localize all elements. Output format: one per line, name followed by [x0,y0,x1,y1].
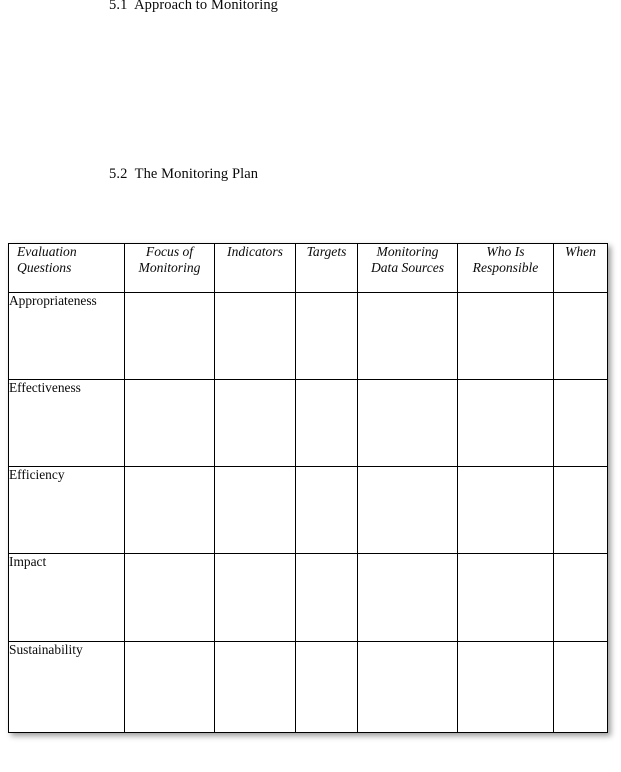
table-row [9,554,608,642]
column-header-focus-of-monitoring [125,244,215,293]
cell-targets[interactable] [296,554,358,642]
column-header-line-2: Questions [17,259,72,275]
section-heading-5-2: 5.2 The Monitoring Plan [109,166,259,182]
table-header-row [9,244,608,293]
cell-targets[interactable] [296,380,358,467]
column-header-line-2: Data Sources [370,259,445,275]
cell-who-is-responsible[interactable] [458,642,554,733]
row-label-efficiency: Efficiency [9,467,125,554]
cell-targets[interactable] [296,293,358,380]
column-header-evaluation-questions [9,244,125,293]
cell-focus-of-monitoring[interactable] [125,554,215,642]
table-row [9,642,608,733]
row-label-effectiveness: Effectiveness [9,380,125,467]
column-header-line-2: Targets [306,244,347,259]
column-header-targets [296,244,358,293]
cell-monitoring-data-sources[interactable] [358,380,458,467]
column-header-line-2: Indicators [227,244,283,259]
cell-focus-of-monitoring[interactable] [125,293,215,380]
table-body [9,293,608,733]
column-header-line-2: Responsible [472,259,539,275]
column-header-when [554,244,608,293]
column-header-line-1: Monitoring [376,244,439,259]
cell-when[interactable] [554,293,608,380]
cell-indicators[interactable] [215,380,296,467]
cell-indicators[interactable] [215,467,296,554]
cell-when[interactable] [554,467,608,554]
cell-monitoring-data-sources[interactable] [358,293,458,380]
row-label-appropriateness: Appropriateness [9,293,125,380]
cell-when[interactable] [554,380,608,467]
column-header-monitoring-data-sources [358,244,458,293]
table-row [9,293,608,380]
cell-who-is-responsible[interactable] [458,467,554,554]
cell-monitoring-data-sources[interactable] [358,642,458,733]
monitoring-plan-table [8,243,608,733]
cell-targets[interactable] [296,642,358,733]
column-header-line-1: Who Is [486,244,525,259]
cell-monitoring-data-sources[interactable] [358,554,458,642]
cell-focus-of-monitoring[interactable] [125,380,215,467]
monitoring-plan-table-container [8,243,607,733]
row-label-impact: Impact [9,554,125,642]
cell-focus-of-monitoring[interactable] [125,642,215,733]
cell-who-is-responsible[interactable] [458,293,554,380]
column-header-line-2: When [565,244,596,259]
cell-when[interactable] [554,554,608,642]
table-header [9,244,608,293]
cell-who-is-responsible[interactable] [458,554,554,642]
table-row [9,380,608,467]
cell-when[interactable] [554,642,608,733]
cell-who-is-responsible[interactable] [458,380,554,467]
column-header-line-2: Monitoring [138,259,201,275]
row-label-sustainability: Sustainability [9,642,125,733]
column-header-indicators [215,244,296,293]
cell-focus-of-monitoring[interactable] [125,467,215,554]
cell-targets[interactable] [296,467,358,554]
column-header-who-is-responsible [458,244,554,293]
cell-indicators[interactable] [215,293,296,380]
cell-indicators[interactable] [215,642,296,733]
column-header-line-1: Evaluation [17,244,77,259]
cell-indicators[interactable] [215,554,296,642]
cell-monitoring-data-sources[interactable] [358,467,458,554]
table-row [9,467,608,554]
column-header-line-1: Focus of [145,244,194,259]
section-heading-5-1: 5.1 Approach to Monitoring [109,0,279,13]
